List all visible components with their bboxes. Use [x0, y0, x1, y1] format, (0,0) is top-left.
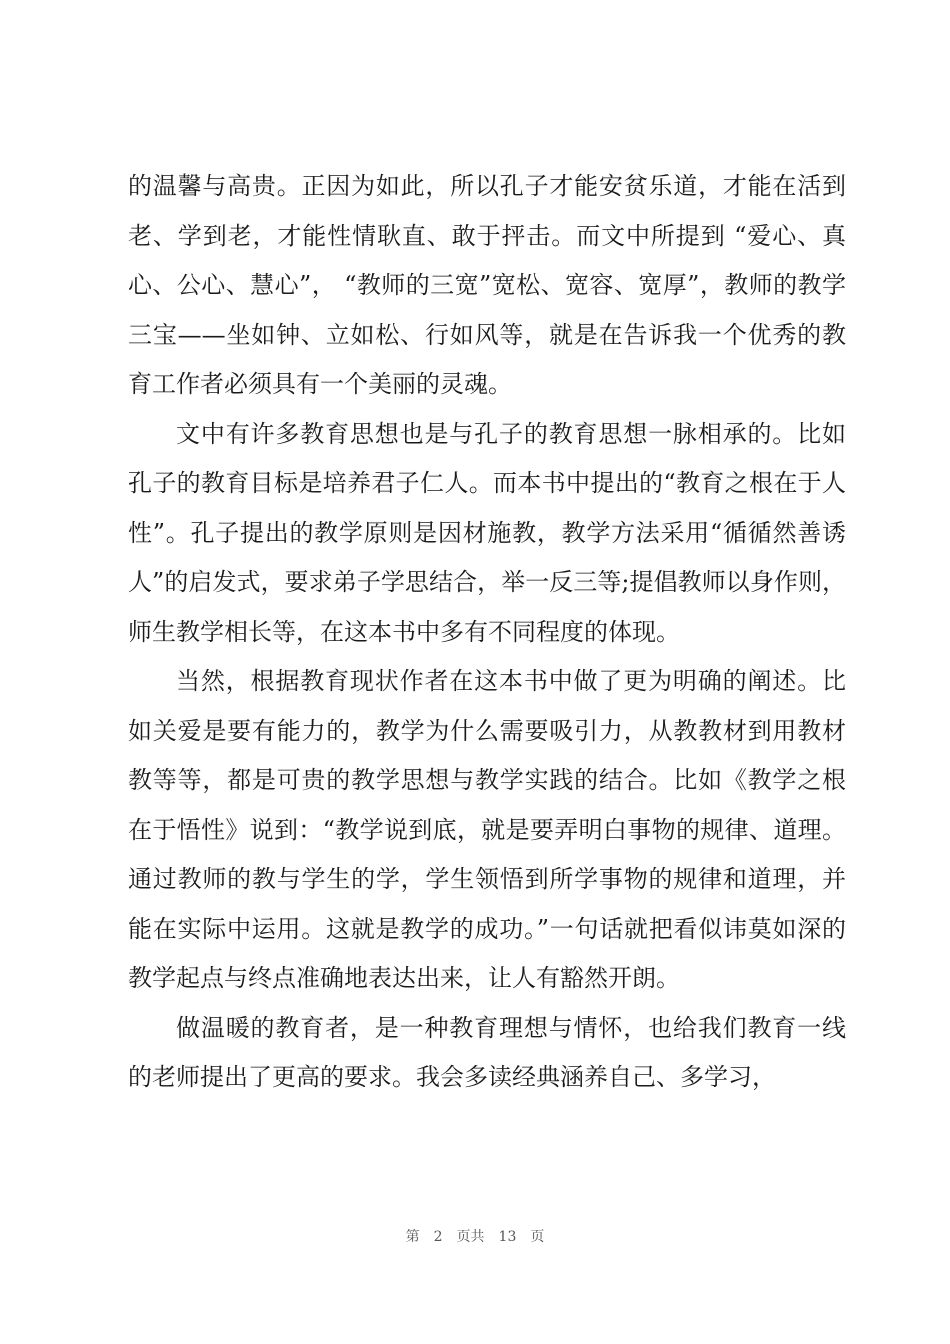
footer-label-end: 页	[530, 1229, 545, 1245]
document-body	[128, 162, 846, 1103]
footer-current-page: 2	[433, 1229, 443, 1245]
footer-label-of: 页共	[456, 1229, 485, 1245]
footer-total-pages: 13	[498, 1229, 517, 1245]
paragraph-3: 当然，根据教育现状作者在这本书中做了更为明确的阐述。比如关爱是要有能力的，教学为什么需要吸引力，从教教材到用教材教等等，都是可贵的教学思想与教学实践的结合。比如《教学之根在于悟性》说到：“教学说到底，就是要弄明白事物的规律、道理。通过教师的教与学生的学，学生领悟到所学事物的规律和道理，并能在实际中运用。这就是教学的成功。”一句话就把看似讳莫如深的教学起点与终点准确地表达出来，让人有豁然开朗。	[128, 667, 846, 992]
footer-label-page: 第	[405, 1229, 420, 1245]
paragraph-1: 的温馨与高贵。正因为如此，所以孔子才能安贫乐道，才能在活到老、学到老，才能性情耿直、敢于抨击。而文中所提到 “爱心、真心、公心、慧心”， “教师的三宽”宽松、宽容、宽厚”，教师的教学三宝——坐如钟、立如松、行如风等，就是在告诉我一个优秀的教育工作者必须具有一个美丽的灵魂。	[128, 172, 846, 398]
paragraph-4: 做温暖的教育者，是一种教育理想与情怀，也给我们教育一线的老师提出了更高的要求。我会多读经典涵养自己、多学习，	[128, 1013, 846, 1091]
paragraph-2: 文中有许多教育思想也是与孔子的教育思想一脉相承的。比如孔子的教育目标是培养君子仁人。而本书中提出的“教育之根在于人性”。孔子提出的教学原则是因材施教，教学方法采用“循循然善诱人”的启发式，要求弟子学思结合，举一反三等;提倡教师以身作则，师生教学相长等，在这本书中多有不同程度的体现。	[128, 419, 846, 646]
page-footer	[0, 1226, 950, 1246]
